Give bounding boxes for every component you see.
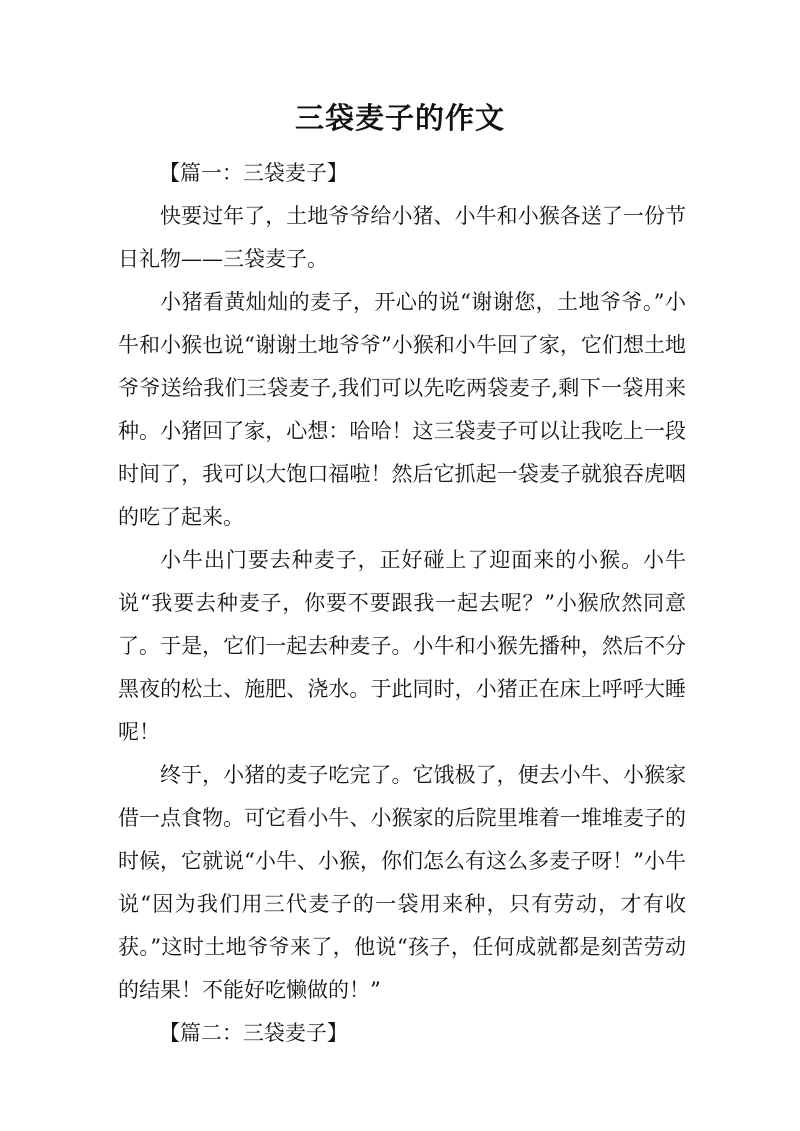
section-heading-1: 【篇一：三袋麦子】 [158, 161, 348, 185]
paragraph-1: 快要过年了，土地爷爷给小猪、小牛和小猴各送了一份节日礼物——三袋麦子。 [118, 204, 686, 271]
paragraph-3: 小牛出门要去种麦子，正好碰上了迎面来的小猴。小牛说“我要去种麦子，你要不要跟我一起去呢？”小猴欣然同意了。于是，它们一起去种麦子。小牛和小猴先播种，然后不分黑夜的松土、施肥、浇水。于此同时，小猪正在床上呼呼大睡呢！ [118, 548, 686, 744]
paragraph-4: 终于，小猪的麦子吃完了。它饿极了，便去小牛、小猴家借一点食物。可它看小牛、小猴家的后院里堆着一堆堆麦子的时候，它就说“小牛、小猴，你们怎么有这么多麦子呀！”小牛说“因为我们用三代麦子的一袋用来种，只有劳动，才有收获。”这时土地爷爷来了，他说“孩子，任何成就都是刻苦劳动的结果！不能好吃懒做的！” [118, 763, 686, 1002]
section-heading-2: 【篇二：三袋麦子】 [158, 1021, 348, 1045]
document-body [118, 152, 686, 1055]
document-title: 三袋麦子的作文 [294, 101, 505, 135]
paragraph-2: 小猪看黄灿灿的麦子，开心的说“谢谢您，土地爷爷。”小牛和小猴也说“谢谢土地爷爷”小猴和小牛回了家，它们想土地爷爷送给我们三袋麦子,我们可以先吃两袋麦子,剩下一袋用来种。小猪回了家，心想：哈哈！这三袋麦子可以让我吃上一段时间了，我可以大饱口福啦！然后它抓起一袋麦子就狼吞虎咽的吃了起来。 [118, 290, 686, 529]
